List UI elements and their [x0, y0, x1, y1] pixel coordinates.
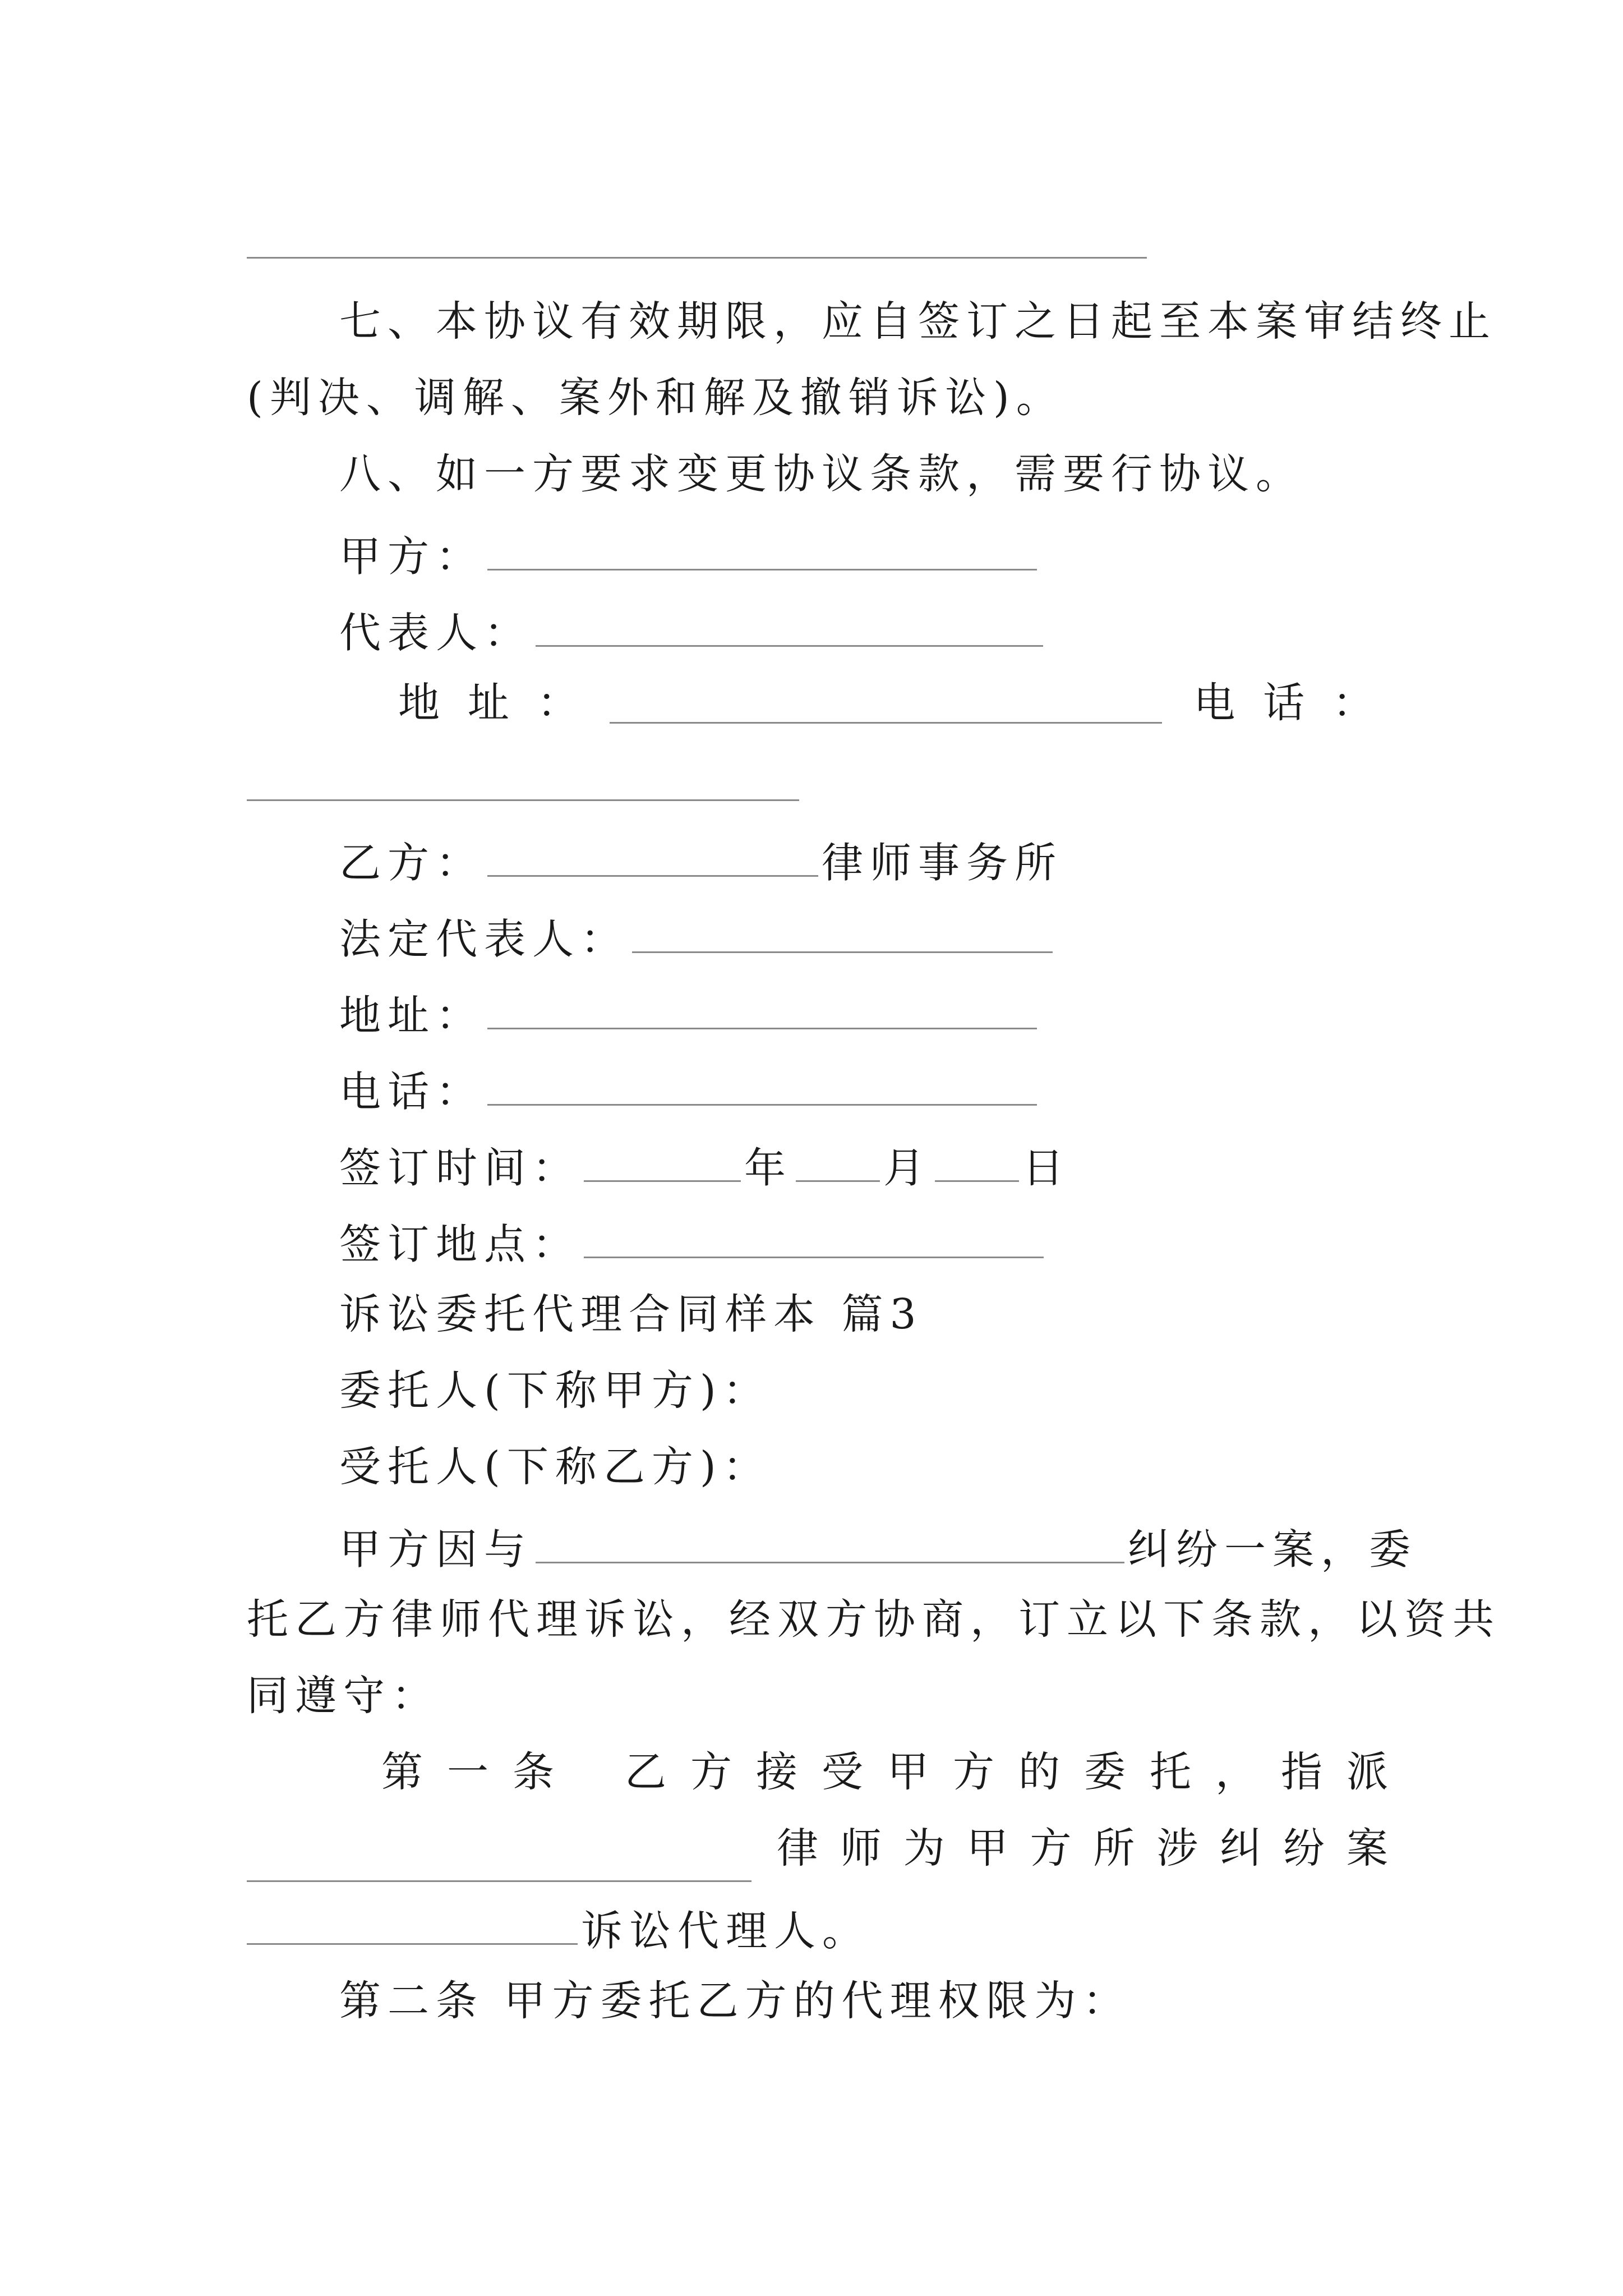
art1-c2: 一 [447, 1748, 488, 1796]
art1-l2-c9: 纷 [1283, 1824, 1325, 1872]
party-a-row [339, 530, 1040, 581]
art1-l2-c1: 律 [777, 1824, 818, 1872]
intro-paragraph-line-2: 托乙方律师代理诉讼，经双方协商，订立以下条款，以资共 [247, 1595, 1501, 1644]
dispute-party-blank[interactable] [536, 1522, 1124, 1563]
legal-rep-label: 法定代表人： [339, 915, 629, 964]
day-label: 日 [1022, 1144, 1071, 1193]
legal-rep-row [339, 912, 1056, 964]
phone-b-row [339, 1065, 1040, 1116]
art1-l2-c5: 方 [1030, 1824, 1072, 1872]
art1-l2-c3: 为 [903, 1824, 945, 1872]
art1-c10: 方 [953, 1748, 994, 1796]
month-blank[interactable] [796, 1141, 880, 1182]
article-1-line-2 [777, 1824, 1388, 1872]
art1-c12: 委 [1084, 1748, 1126, 1796]
article-2: 第二条 甲方委托乙方的代理权限为： [339, 1977, 1131, 2025]
party-b-row [339, 836, 1063, 887]
month-label: 月 [883, 1144, 932, 1193]
art1-l2-c2: 师 [840, 1824, 882, 1872]
art1-l2-c4: 甲 [966, 1824, 1008, 1872]
address-b-row [339, 988, 1040, 1040]
clause-8: 八、如一方要求变更协议条款，需要行协议。 [339, 450, 1304, 498]
year-blank[interactable] [584, 1141, 741, 1182]
party-b-label: 乙方： [339, 839, 484, 887]
intro-paragraph-line-1 [339, 1522, 1417, 1574]
article-1-line-3 [247, 1904, 870, 1955]
phone-a-blank[interactable] [247, 799, 799, 801]
address-b-label: 地址： [339, 991, 484, 1040]
intro-end: 纠纷一案，委 [1128, 1525, 1417, 1574]
art1-c9: 甲 [887, 1748, 929, 1796]
address-a-char-1: 地 [398, 679, 440, 727]
case-stage-blank[interactable] [247, 1904, 578, 1945]
address-a-char-3: ： [537, 679, 579, 727]
sign-place-row [339, 1217, 1047, 1269]
art1-c3: 条 [513, 1748, 554, 1796]
party-a-blank[interactable] [487, 530, 1037, 570]
clause-7-line-1: 七、本协议有效期限，应自签订之日起至本案审结终止 [339, 297, 1497, 346]
art1-c15: 指 [1281, 1748, 1322, 1796]
principal-line: 委托人(下称甲方)： [339, 1366, 771, 1415]
art1-c5: 乙 [625, 1748, 666, 1796]
representative-label: 代表人： [339, 609, 532, 657]
art1-c8: 受 [822, 1748, 863, 1796]
representative-blank[interactable] [536, 606, 1043, 647]
lawyer-name-blank[interactable] [247, 1880, 751, 1882]
section-title: 诉讼委托代理合同样本 篇3 [339, 1290, 923, 1338]
address-a-blank[interactable] [610, 683, 1162, 724]
art1-l2-c7: 涉 [1156, 1824, 1198, 1872]
party-a-label: 甲方： [339, 532, 484, 581]
year-label: 年 [744, 1144, 792, 1193]
phone-a-char-3: ： [1332, 679, 1374, 727]
address-phone-row [398, 679, 1374, 727]
address-b-blank[interactable] [487, 988, 1037, 1029]
art1-c14: ， [1215, 1748, 1257, 1796]
sign-place-label: 签订地点： [339, 1220, 580, 1269]
phone-b-label: 电话： [339, 1068, 484, 1116]
art1-c1: 第 [381, 1748, 423, 1796]
agent-line: 受托人(下称乙方)： [339, 1443, 771, 1491]
article-1-line-1 [381, 1748, 1388, 1796]
phone-a-char-1: 电 [1193, 679, 1235, 727]
day-blank[interactable] [935, 1141, 1019, 1182]
top-blank-line [247, 257, 1147, 259]
clause-7-line-2: (判决、调解、案外和解及撤销诉讼)。 [247, 374, 1064, 422]
intro-paragraph-line-3: 同遵守： [247, 1672, 440, 1720]
art1-l2-c8: 纠 [1220, 1824, 1262, 1872]
sign-time-label: 签订时间： [339, 1144, 580, 1193]
sign-time-row [339, 1141, 1071, 1193]
art1-c13: 托 [1150, 1748, 1191, 1796]
intro-start: 甲方因与 [339, 1525, 532, 1574]
art1-line3-end: 诉讼代理人。 [581, 1907, 870, 1955]
art1-l2-c10: 案 [1346, 1824, 1388, 1872]
law-firm-name-blank[interactable] [487, 836, 818, 877]
art1-l2-c6: 所 [1093, 1824, 1135, 1872]
phone-b-blank[interactable] [487, 1065, 1037, 1106]
representative-row [339, 606, 1046, 657]
art1-c16: 派 [1347, 1748, 1388, 1796]
sign-place-blank[interactable] [584, 1217, 1044, 1258]
art1-c6: 方 [690, 1748, 732, 1796]
legal-rep-blank[interactable] [632, 912, 1053, 953]
art1-c7: 接 [756, 1748, 797, 1796]
address-a-char-2: 址 [467, 679, 509, 727]
phone-a-char-2: 话 [1263, 679, 1305, 727]
law-firm-suffix: 律师事务所 [822, 839, 1063, 887]
art1-c11: 的 [1018, 1748, 1060, 1796]
